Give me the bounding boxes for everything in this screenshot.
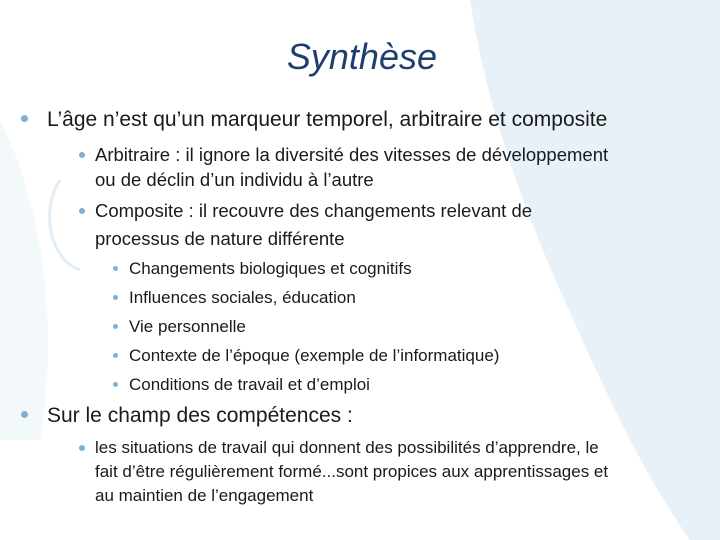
bullet-dot bbox=[21, 115, 28, 122]
bullet-dot bbox=[113, 382, 118, 387]
bullet-dot bbox=[113, 295, 118, 300]
list-item: Influences sociales, éducation bbox=[129, 288, 356, 307]
list-item: Vie personnelle bbox=[129, 317, 246, 336]
list-item: Conditions de travail et d’emploi bbox=[129, 375, 370, 394]
bullet-dot bbox=[79, 445, 85, 451]
title-text: Synthèse bbox=[286, 36, 437, 77]
list-item: Contexte de l’époque (exemple de l’informatique) bbox=[129, 346, 500, 365]
list-item: Changements biologiques et cognitifs bbox=[129, 259, 412, 278]
bullet-arbitraire-line1: Arbitraire : il ignore la diversité des vitesses de développement bbox=[95, 144, 609, 165]
bullet-composite-line2: processus de nature différente bbox=[95, 228, 345, 249]
bullet-dot bbox=[79, 152, 85, 158]
bullet-dot bbox=[113, 353, 118, 358]
bullet-dot bbox=[21, 411, 28, 418]
bullet-situations-line2: fait d’être régulièrement formé...sont propices aux apprentissages et bbox=[95, 462, 609, 481]
slide-title bbox=[0, 36, 710, 78]
bullet-situations-line3: au maintien de l’engagement bbox=[95, 486, 314, 505]
bullet-competences: Sur le champ des compétences : bbox=[47, 404, 353, 427]
bullet-situations-line1: les situations de travail qui donnent des possibilités d’apprendre, le bbox=[95, 438, 599, 457]
bullet-composite-line1: Composite : il recouvre des changements relevant de bbox=[95, 200, 533, 221]
bullet-dot bbox=[113, 266, 118, 271]
bullet-arbitraire-line2: ou de déclin d’un individu à l’autre bbox=[95, 169, 374, 190]
bullet-dot bbox=[113, 324, 118, 329]
bullet-age: L’âge n’est qu’un marqueur temporel, arbitraire et composite bbox=[47, 108, 608, 131]
bullet-dot bbox=[79, 208, 85, 214]
